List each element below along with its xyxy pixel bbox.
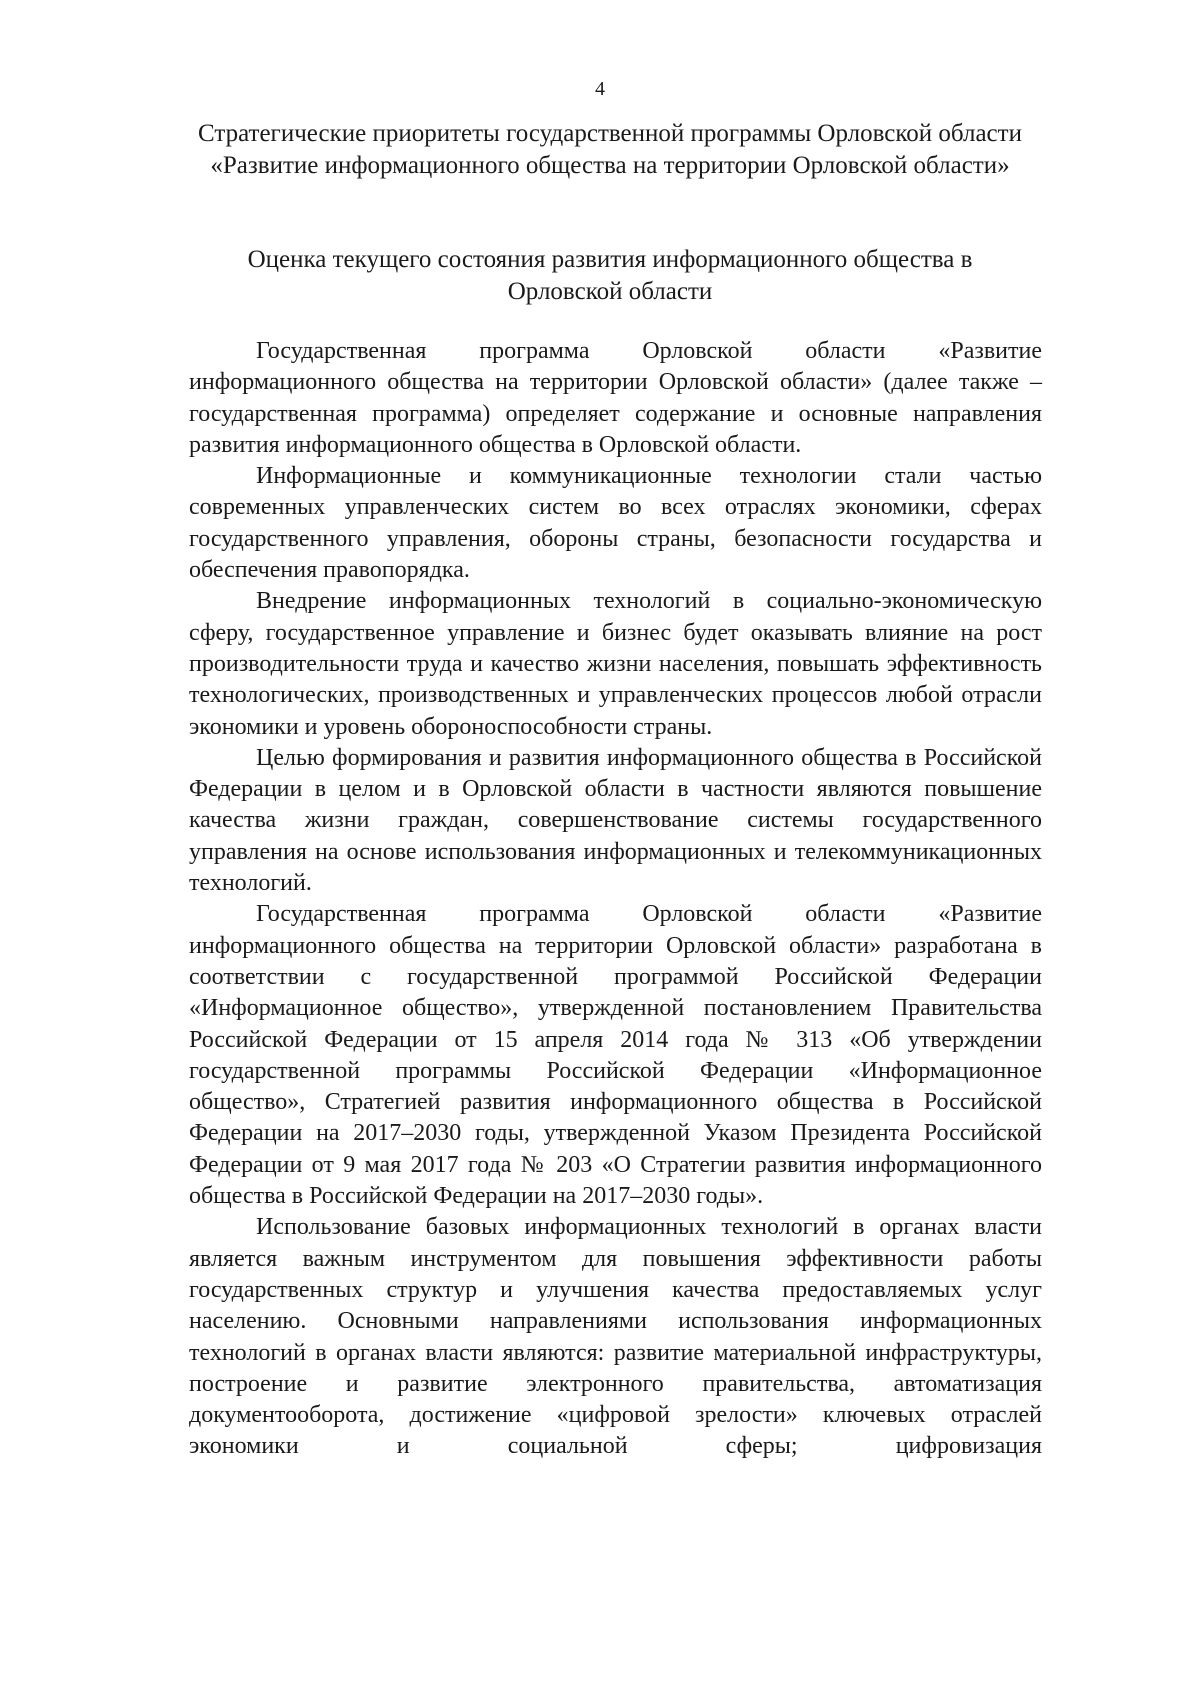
paragraph: Использование базовых информационных технологий в органах власти является важным инструментом для повышения эффективности работы государственных структур и улучшения качества предоставляемых услуг населению. Основными направлениями использования информационных технологий в органах власти являются: развитие материальной инфраструктуры, построение и развитие электронного правительства, автоматизация документооборота, достижение «цифровой зрелости» ключевых отраслей экономики и социальной сферы; цифровизация (189, 1214, 1042, 1460)
page-number: 4 (595, 78, 605, 100)
section-subtitle: Оценка текущего состояния развития информационного общества в Орловской области (247, 246, 973, 305)
paragraph: Информационные и коммуникационные технологии стали частью современных управленческих систем во всех отраслях экономики, сферах государственного управления, обороны страны, безопасности государства и обеспечения правопорядка. (189, 463, 1042, 584)
paragraph: Государственная программа Орловской области «Развитие информационного общества на территории Орловской области» (далее также – государственная программа) определяет содержание и основные направления развития информационного общества в Орловской области. (189, 338, 1042, 458)
paragraph: Внедрение информационных технологий в социально-экономическую сферу, государственное управление и бизнес будет оказывать влияние на рост производительности труда и качество жизни населения, повышать эффективность технологических, производственных и управленческих процессов любой отрасли экономики и уровень обороноспособности страны. (189, 588, 1042, 740)
document-title: Стратегические приоритеты государственной программы Орловской области «Развитие информационного общества на территории Орловской области» (198, 120, 1022, 179)
document-body (189, 336, 1042, 1463)
paragraph: Государственная программа Орловской области «Развитие информационного общества на территории Орловской области» разработана в соответствии с государственной программой Российской Федерации «Информационное общество», утвержденной постановлением Правительства Российской Федерации от 15 апреля 2014 года № 313 «Об утверждении государственной программы Российской Федерации «Информационное общество», Стратегией развития информационного общества в Российской Федерации на 2017–2030 годы, утвержденной Указом Президента Российской Федерации от 9 мая 2017 года № 203 «О Стратегии развития информационного общества в Российской Федерации на 2017–2030 годы». (189, 901, 1042, 1210)
paragraph: Целью формирования и развития информационного общества в Российской Федерации в целом и в Орловской области в частности являются повышение качества жизни граждан, совершенствование системы государственного управления на основе использования информационных и телекоммуникационных технологий. (189, 744, 1042, 897)
